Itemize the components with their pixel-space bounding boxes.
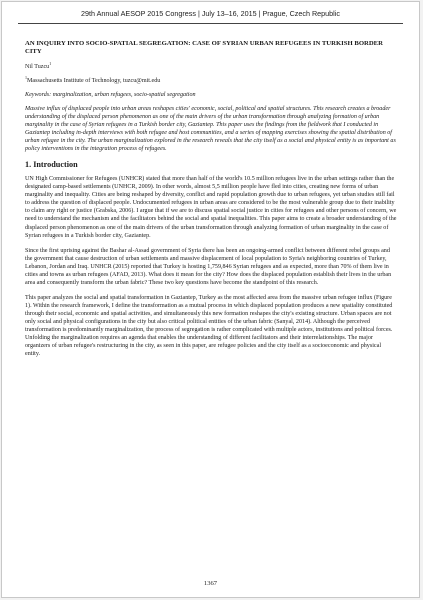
running-header: 29th Annual AESOP 2015 Congress | July 13–16, 2015 | Prague, Czech Republic: [81, 9, 340, 18]
paper-title: AN INQUIRY INTO SOCIO-SPATIAL SEGREGATION: CASE OF SYRIAN URBAN REFUGEES IN TURKISH BORDER CITY: [25, 40, 383, 56]
author-line: [25, 60, 397, 71]
affiliation-text: Massachusetts Institute of Technology, tuzcu@mit.edu: [27, 77, 161, 84]
paper-page: [1, 1, 420, 598]
author-superscript: 1: [49, 60, 52, 66]
header-rule: [18, 23, 403, 24]
affiliation-superscript: 1: [25, 74, 27, 80]
affiliation-line: [25, 74, 397, 85]
author-name: Nil Tuzcu: [25, 63, 50, 70]
page-number: 1367: [203, 580, 218, 587]
body-paragraph: This paper analyzes the social and spatial transformation in Gaziantep, Turkey as the most affected area from the massive urban refugee influx (Figure 1). Within the research framework, I define the transformation as a mutual process in which displaced population produces a new spatiality constituted through their social, economic and spatial activities, and simultaneously this new formation reshapes the city's existing structure. Urban spaces are not only social and physical configurations in the city but also critical political entities of the urban fabric (Sanyal, 2014). Although the perceived transformation is predominantly marginalization, the process of segregation is rather complicated with multiple actors, institutions and political forces. Unfolding the marginalization requires an agenda that enables the understanding of different facilitators and their interrelationships. The major organizers of urban refugee's restructuring in the city, as seen in this paper, are refugee policies and the city itself as a socioeconomic and physical entity.: [25, 294, 393, 358]
body-paragraph: Since the first uprising against the Bashar al-Assad government of Syria there has been an ongoing-armed conflict between different rebel groups and the government that cause destruction of urban settlements and massive displacement of local population to Syria's neighboring countries of Turkey, Lebanon, Jordan and Iraq. UNHCR (2015) reported that Turkey is hosting 1,759,846 Syrian refugees and as expected, more than 70% of them live in cities and towns as urban refugees (AFAD, 2013). What does it mean for the city? How does the displaced population establish their lives in the urban area and consequently transform the urban fabric? These two key questions have become the standpoint of this research.: [25, 247, 392, 286]
paper-content: [25, 40, 397, 365]
section-heading-introduction: 1. Introduction: [25, 160, 78, 170]
keywords: Keywords: marginalization, urban refugees, socio-spatial segregation: [25, 91, 196, 98]
abstract: Massive influx of displaced people into urban areas reshapes cities' economic, social, political and spatial structures. This research creates a broader understanding of the displaced person phenomenon as one of the main drivers of the urban transformation through analyzing formation of urban marginality in the case of Syrian refugees in a Turkish border city, Gaziantep. This paper uses the findings from the fieldwork that I conducted in Gaziantep including in-depth interviews with both refugee and host communities, and a series of mapping exercises showing the spatial distribution of urban refugee in the city. The urban marginalization explored in the research reveals that the city itself as a social and physical entity is as important as policy interventions in the integration process of refugees.: [25, 105, 396, 153]
body-paragraph: UN High Commissioner for Refugees (UNHCR) stated that more than half of the world's 10.5 million refugees live in the urban settings rather than the designated camp-based settlements (UNHCR, 2009). In other words, almost 5,5 million people have fled into cities, creating new forms of urban marginality and inequality. Cities are being reshaped by diversity, conflict and rapid population growth due to urban refugees, yet urban studies still fail to address the question of displaced people. Undocumented refugees in urban areas are considered to be the most vulnerable group due to their inability to claim any right or justice (Grabska, 2006). I argue that if we are to discuss spatial social justice in cities for refugees and other persons of concern, we need to understand the mechanism and the facilitators behind the social and spatial inequalities. This paper aims to create a broader understanding of the displaced person phenomenon as one of the main drivers of the urban transformation through analyzing formation of urban marginality in the case of Syrian refugees in a Turkish border city, Gaziantep.: [25, 176, 397, 239]
